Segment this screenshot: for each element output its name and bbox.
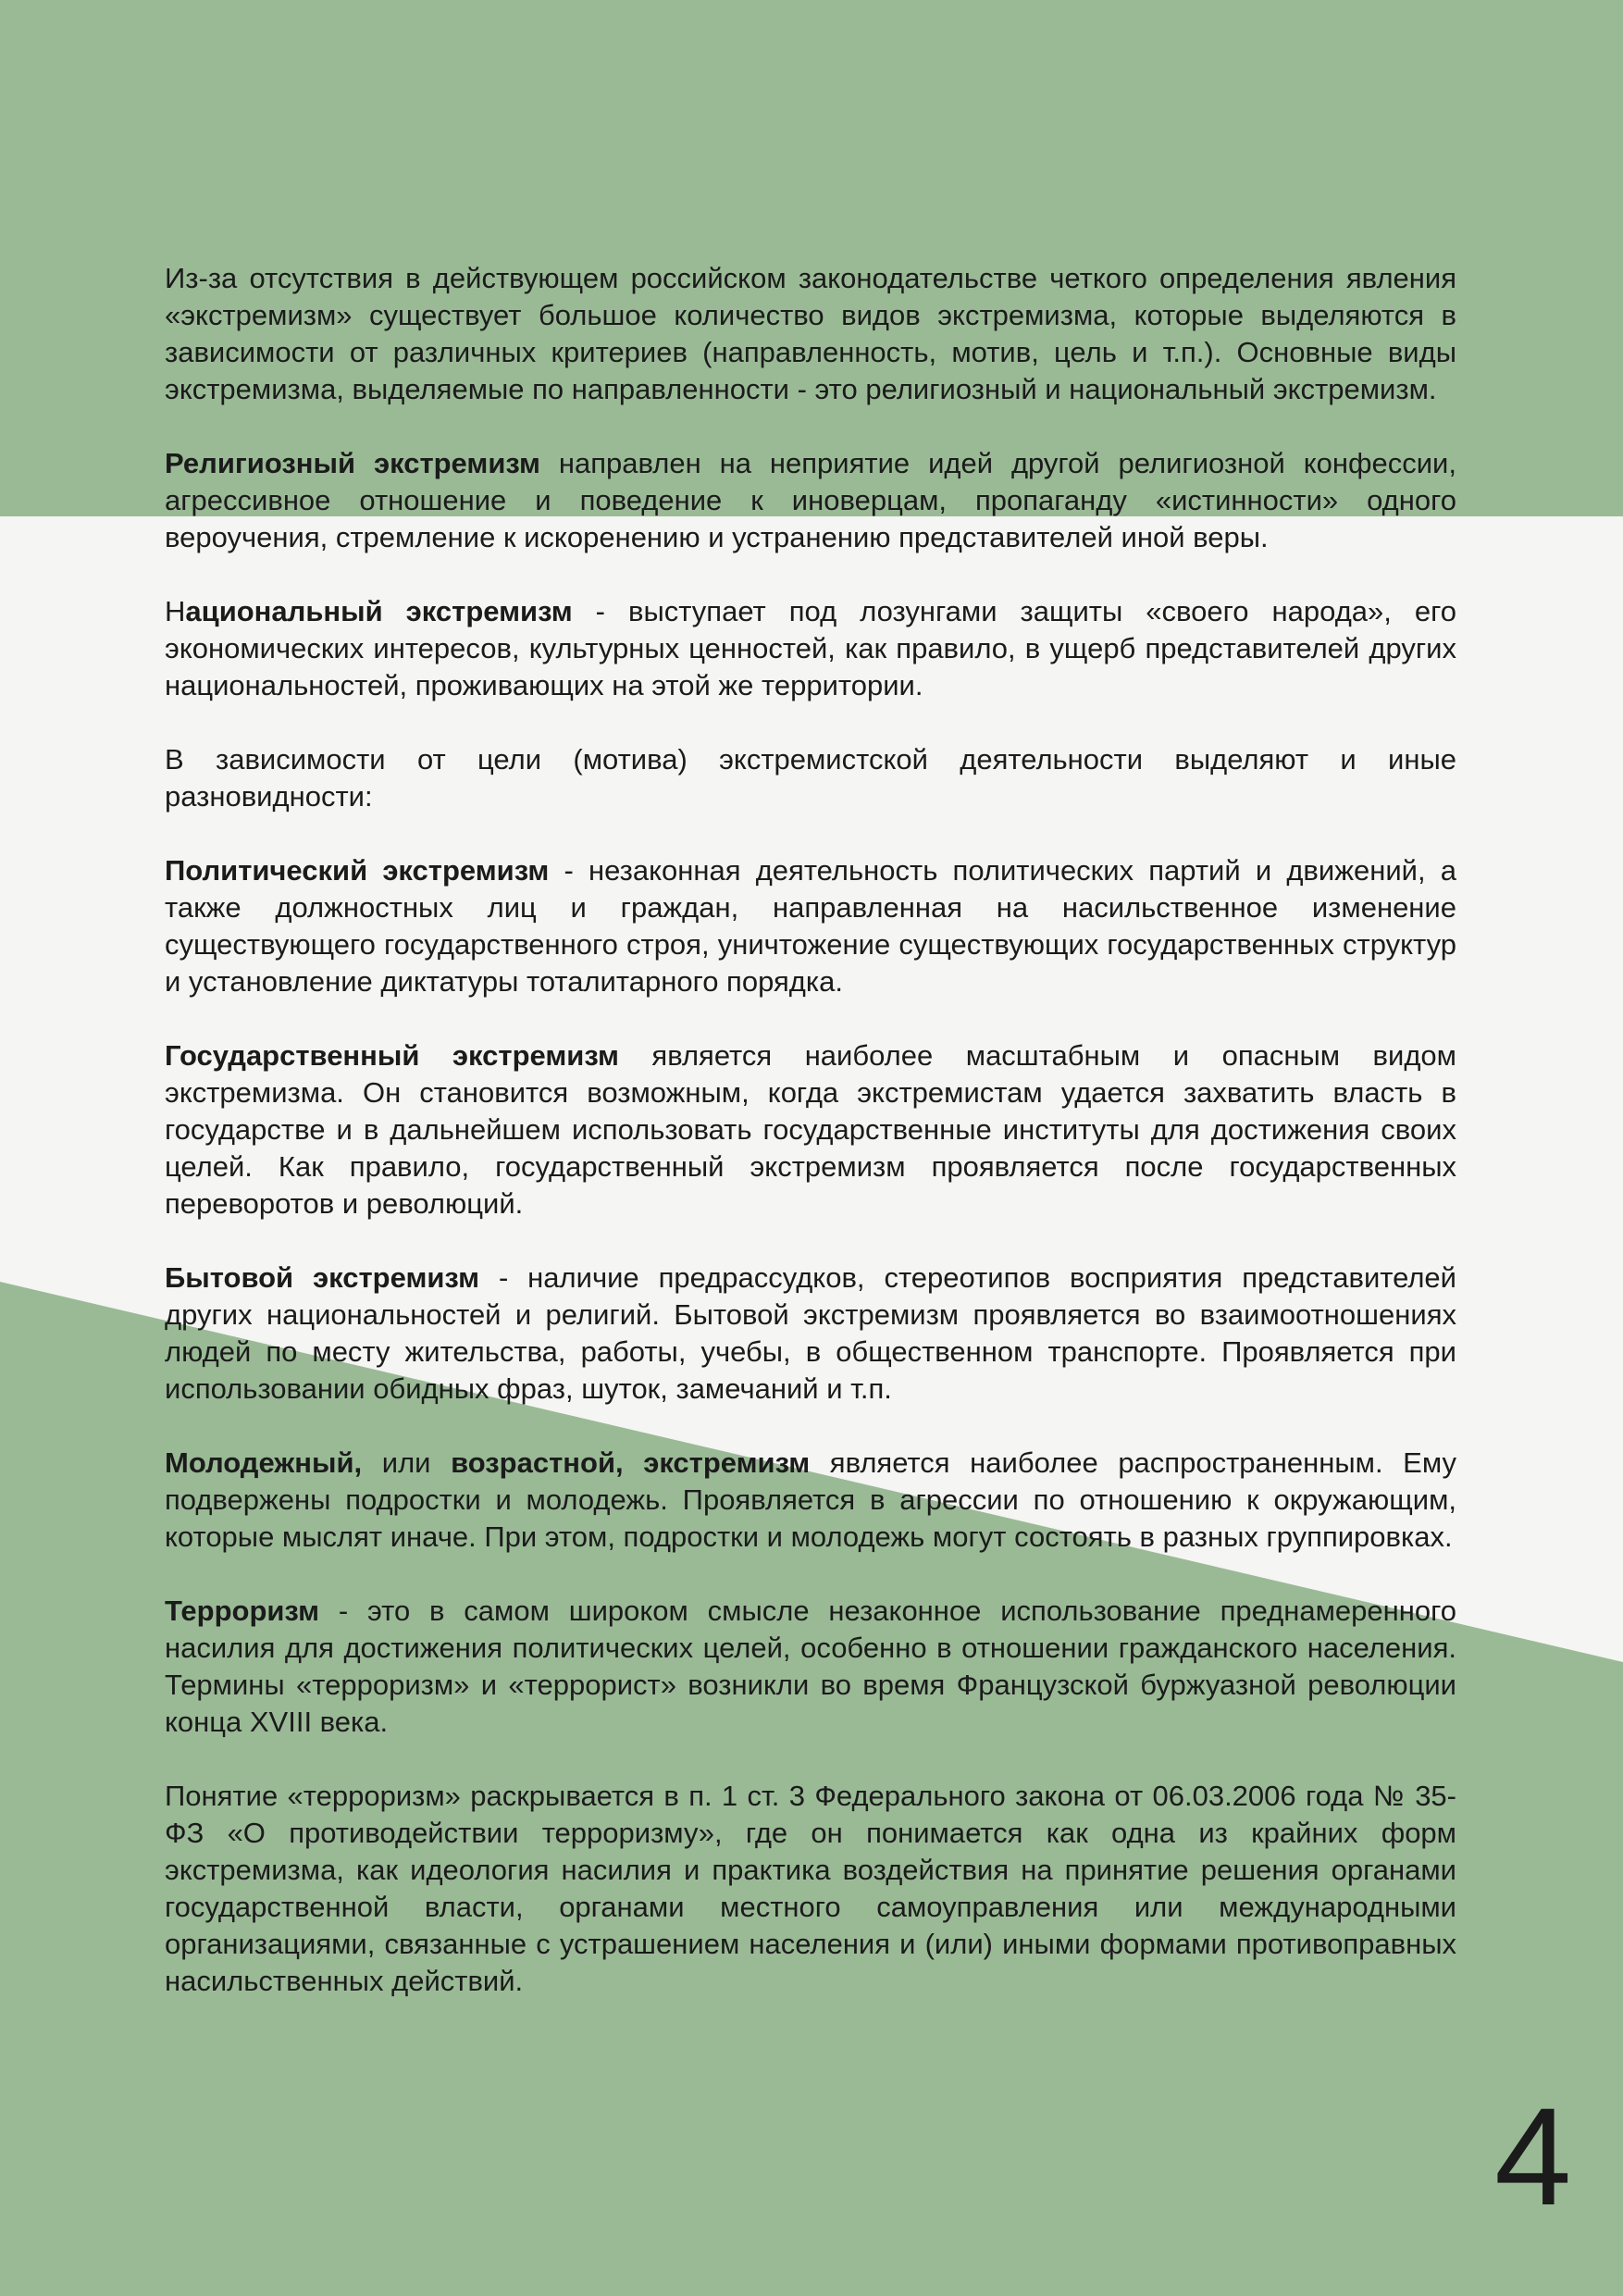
paragraph-text: направлен на неприятие идей другой религиозной конфессии, агрессивное отношение и поведение к иноверцам, пропаганду «истинности» одного вероучения, стремление к искоренению и устранению представителей иной веры. — [165, 447, 1456, 553]
religious-extremism-paragraph — [165, 445, 1456, 556]
paragraph-text: В зависимости от цели (мотива) экстремистской деятельности выделяют и иные разновидности: — [165, 743, 1456, 813]
paragraph-lead: Молодежный, — [165, 1446, 363, 1479]
paragraph-text: является наиболее масштабным и опасным видом экстремизма. Он становится возможным, когда экстремистам удается захватить власть в государстве и в дальнейшем использовать государственные институты для достижения своих целей. Как правило, государственный экстремизм проявляется после государственных переворотов и революций. — [165, 1039, 1456, 1220]
paragraph-text: - наличие предрассудков, стереотипов восприятия представителей других национальностей и религий. Бытовой экстремизм проявляется во взаимоотношениях людей по месту жительства, работы, учебы, в общественном транспорте. Проявляется при использовании обидных фраз, шуток, замечаний и т.п. — [165, 1261, 1456, 1405]
paragraph-text: Понятие «терроризм» раскрывается в п. 1 ст. 3 Федерального закона от 06.03.2006 года № 35-ФЗ «О противодействии терроризму», где он понимается как одна из крайних форм экстремизма, как идеология насилия и практика воздействия на принятие решения органами государственной власти, органами местного самоуправления или международными организациями, связанные с устрашением населения и (или) иными формами противоправных насильственных действий. — [165, 1780, 1456, 1997]
paragraph-lead-2: возрастной, экстремизм — [451, 1446, 811, 1479]
terrorism-paragraph — [165, 1593, 1456, 1741]
national-extremism-paragraph — [165, 593, 1456, 704]
domestic-extremism-paragraph — [165, 1260, 1456, 1408]
paragraph-lead: Бытовой экстремизм — [165, 1261, 480, 1294]
state-extremism-paragraph — [165, 1037, 1456, 1222]
youth-extremism-paragraph — [165, 1445, 1456, 1556]
terrorism-law-paragraph — [165, 1778, 1456, 2000]
paragraph-lead: ациональный экстремизм — [185, 595, 573, 627]
paragraph-prefix: Н — [165, 595, 186, 627]
paragraph-text: - это в самом широком смысле незаконное использование преднамеренного насилия для достижения политических целей, особенно в отношении гражданского населения. Термины «терроризм» и «террорист» возникли во время Французской буржуазной революции конца XVIII века. — [165, 1595, 1456, 1738]
page-number: 4 — [1494, 2079, 1572, 2234]
political-extremism-paragraph — [165, 852, 1456, 1000]
paragraph-lead: Религиозный экстремизм — [165, 447, 540, 479]
paragraph-text: - незаконная деятельность политических партий и движений, а также должностных лиц и граждан, направленная на насильственное изменение существующего государственного строя, уничтожение существующих государственных структур и установление диктатуры тоталитарного порядка. — [165, 854, 1456, 998]
paragraph-mid: или — [362, 1446, 452, 1479]
paragraph-text: является наиболее распространенным. Ему подвержены подростки и молодежь. Проявляется в агрессии по отношению к окружающим, которые мыслят иначе. При этом, подростки и молодежь могут состоять в разных группировках. — [165, 1446, 1456, 1553]
intro-paragraph — [165, 260, 1456, 408]
page-text-content — [165, 260, 1456, 2037]
goal-types-paragraph — [165, 741, 1456, 815]
paragraph-text: - выступает под лозунгами защиты «своего народа», его экономических интересов, культурных ценностей, как правило, в ущерб представителей других национальностей, проживающих на этой же территории. — [165, 595, 1456, 701]
paragraph-text: Из-за отсутствия в действующем российском законодательстве четкого определения явления «экстремизм» существует большое количество видов экстремизма, которые выделяются в зависимости от различных критериев (направленность, мотив, цель и т.п.). Основные виды экстремизма, выделяемые по направленности - это религиозный и национальный экстремизм. — [165, 262, 1456, 405]
paragraph-lead: Терроризм — [165, 1595, 320, 1627]
paragraph-lead: Государственный экстремизм — [165, 1039, 619, 1072]
paragraph-lead: Политический экстремизм — [165, 854, 550, 887]
